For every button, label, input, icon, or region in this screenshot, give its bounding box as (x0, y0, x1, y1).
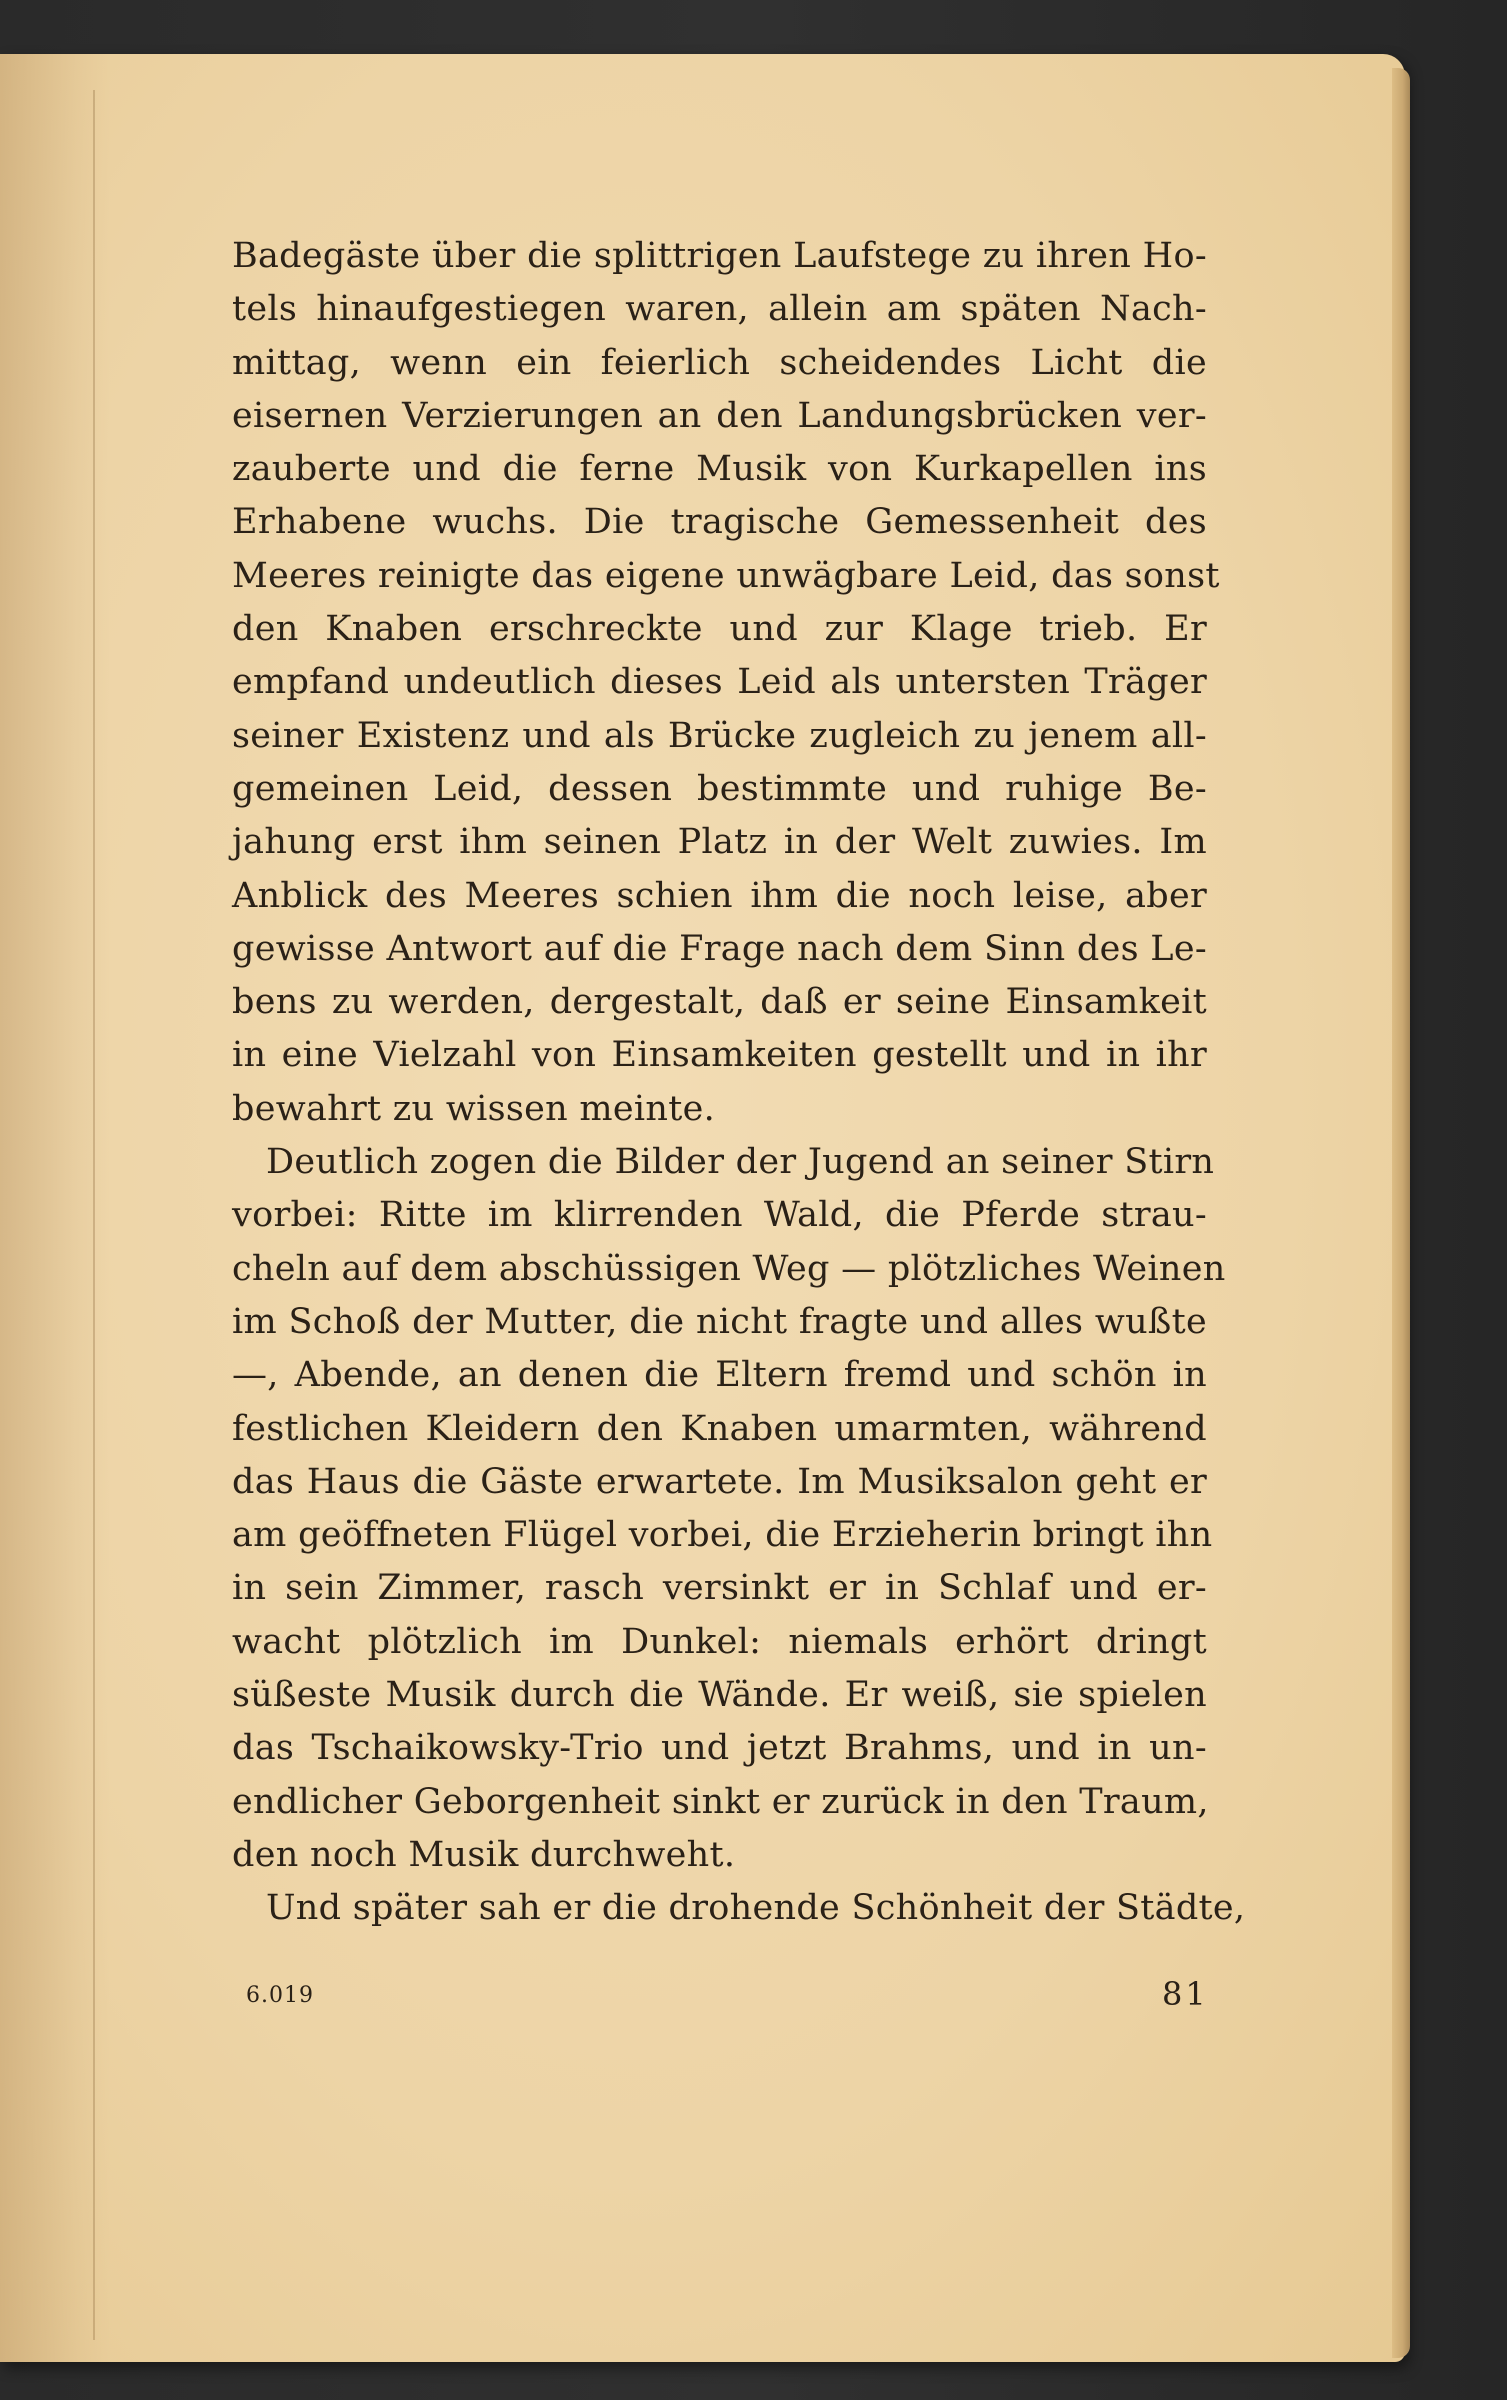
text-line: gemeinen Leid, dessen bestimmte und ruhige Be- (232, 768, 1207, 809)
text-line: in sein Zimmer, rasch versinkt er in Schlaf und er- (232, 1568, 1207, 1609)
paragraph-start-line: Und später sah er die drohende Schönheit der Städte, (266, 1888, 1246, 1929)
text-line: Anblick des Meeres schien ihm die noch leise, aber (232, 875, 1207, 916)
printer-signature: 6.019 (246, 1983, 314, 2008)
text-line: am geöffneten Flügel vorbei, die Erzieherin bringt ihn (232, 1515, 1213, 1556)
text-line: gewisse Antwort auf die Frage nach dem Sinn des Le- (232, 928, 1207, 969)
text-line: bewahrt zu wissen meinte. (232, 1088, 716, 1129)
text-line: zauberte und die ferne Musik von Kurkapellen ins (232, 449, 1207, 490)
text-line: den Knaben erschreckte und zur Klage trieb. Er (232, 609, 1207, 650)
text-line: wacht plötzlich im Dunkel: niemals erhört dringt (232, 1621, 1207, 1662)
text-line: süßeste Musik durch die Wände. Er weiß, sie spielen (232, 1675, 1207, 1716)
page-gutter-line (93, 90, 95, 2340)
page-number: 81 (1162, 1975, 1209, 2013)
text-line: tels hinaufgestiegen waren, allein am späten Nach- (232, 289, 1207, 330)
paragraph-start-line: Deutlich zogen die Bilder der Jugend an seiner Stirn (266, 1142, 1215, 1183)
text-line: empfand undeutlich dieses Leid als untersten Träger (232, 662, 1207, 703)
text-line: endlicher Geborgenheit sinkt er zurück in den Traum, (232, 1781, 1209, 1822)
text-line: Erhabene wuchs. Die tragische Gemessenheit des (232, 502, 1207, 543)
text-line: —, Abende, an denen die Eltern fremd und schön in (232, 1355, 1207, 1396)
text-line: cheln auf dem abschüssigen Weg — plötzliches Weinen (232, 1248, 1226, 1289)
text-line: mittag, wenn ein feierlich scheidendes Licht die (232, 342, 1207, 383)
text-line: bens zu werden, dergestalt, daß er seine Einsamkeit (232, 982, 1207, 1023)
text-line: seiner Existenz und als Brücke zugleich zu jenem all- (232, 715, 1207, 756)
text-line: jahung erst ihm seinen Platz in der Welt zuwies. Im (232, 822, 1207, 863)
text-line: eisernen Verzierungen an den Landungsbrücken ver- (232, 395, 1207, 436)
page-edge (1392, 68, 1410, 2358)
text-line: das Haus die Gäste erwartete. Im Musiksalon geht er (232, 1461, 1207, 1502)
text-line: Meeres reinigte das eigene unwägbare Leid, das sonst (232, 555, 1220, 596)
text-line: festlichen Kleidern den Knaben umarmten, während (232, 1408, 1207, 1449)
body-text (232, 230, 1246, 1936)
text-line: Badegäste über die splittrigen Laufstege zu ihren Ho- (232, 236, 1207, 276)
text-line: das Tschaikowsky-Trio und jetzt Brahms, und in un- (232, 1728, 1207, 1769)
text-line: den noch Musik durchweht. (232, 1834, 736, 1875)
text-line: in eine Vielzahl von Einsamkeiten gestellt und in ihr (232, 1035, 1207, 1076)
text-line: im Schoß der Mutter, die nicht fragte und alles wußte (232, 1301, 1207, 1342)
text-line: vorbei: Ritte im klirrenden Wald, die Pferde strau- (232, 1195, 1207, 1236)
